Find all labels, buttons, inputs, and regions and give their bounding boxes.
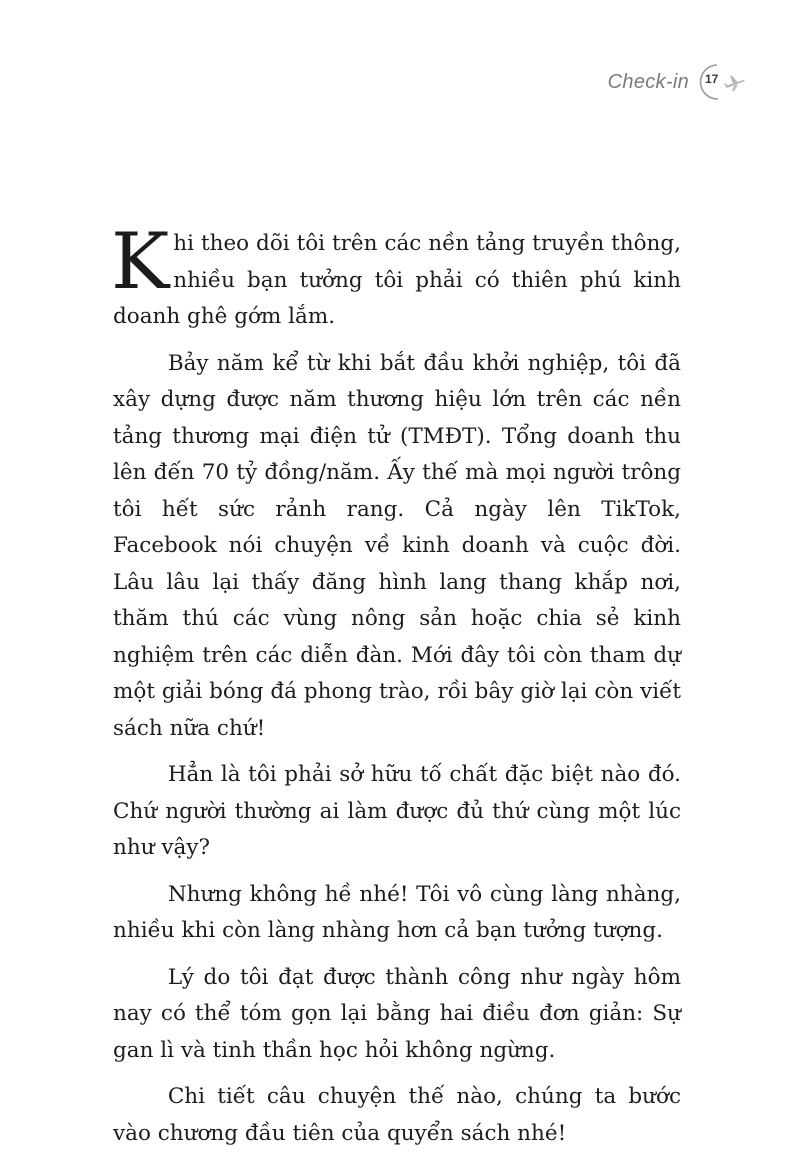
paragraph: Chi tiết câu chuyện thế nào, chúng ta bước vào chương đầu tiên của quyển sách nhé!: [113, 1084, 681, 1146]
intro-paragraph: [111, 217, 681, 336]
page-number: 17: [705, 72, 719, 86]
intro-text: hi theo dõi tôi trên các nền tảng truyền thông, nhiều bạn tưởng tôi phải có thiên phú kinh doanh ghê gớm lắm.: [113, 231, 681, 329]
page-number-badge: [697, 62, 745, 102]
running-header: [608, 62, 745, 102]
running-title: Check-in: [607, 70, 689, 93]
paragraph: Nhưng không hề nhé! Tôi vô cùng làng nhàng, nhiều khi còn làng nhàng hơn cả bạn tưởng tượng.: [113, 881, 681, 943]
drop-cap: K: [111, 217, 170, 307]
paragraph: Hẳn là tôi phải sở hữu tố chất đặc biệt nào đó. Chứ người thường ai làm được đủ thứ cùng một lúc như vậy?: [113, 762, 681, 860]
paragraph: Lý do tôi đạt được thành công như ngày hôm nay có thể tóm gọn lại bằng hai điều đơn giản: Sự gan lì và tinh thần học hỏi không ngừng.: [113, 964, 681, 1063]
paragraph: Bảy năm kể từ khi bắt đầu khởi nghiệp, tôi đã xây dựng được năm thương hiệu lớn trên các nền tảng thương mại điện tử (TMĐT). Tổng doanh thu lên đến 70 tỷ đồng/năm. Ấy thế mà mọi người trông tôi hết sức rảnh rang. Cả ngày lên TikTok, Facebook nói chuyện về kinh doanh và cuộc đời. Lâu lâu lại thấy đăng hình lang thang khắp nơi, thăm thú các vùng nông sản hoặc chia sẻ kinh nghiệm trên các diễn đàn. Mới đây tôi còn tham dự một giải bóng đá phong trào, rồi bây giờ lại còn viết sách nữa chứ!: [113, 350, 681, 741]
chapter-text: [111, 217, 681, 1162]
